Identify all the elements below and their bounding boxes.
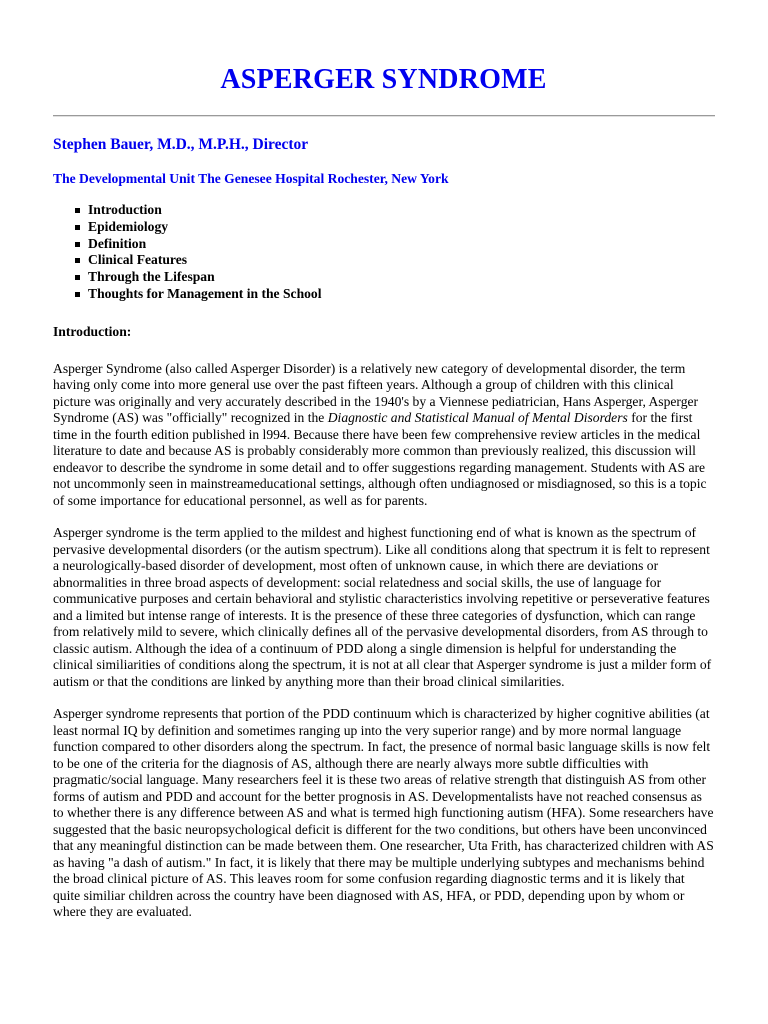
toc-item-thoughts-for-management[interactable] — [75, 286, 714, 303]
paragraph-2: Asperger syndrome is the term applied to the mildest and highest functioning end of what is known as the spectrum of pervasive developmental disorders (or the autism spectrum). Like all conditions along that spectrum it is felt to represent a neurologically-based disorder of development, most often of unknown cause, in which there are deviations or abnormalities in three broad aspects of development: social relatedness and social skills, the use of language for communicative purposes and certain behavioral and stylistic characteristics involving repetitive or perseverative features and a limited but intense range of interests. It is the presence of these three categories of dysfunction, which can range from relatively mild to severe, which clinically defines all of the pervasive developmental disorders, from AS through to classic autism. Although the idea of a continuum of PDD along a single dimension is helpful for understanding the clinical similiarities of conditions along the spectrum, it is not at all clear that Asperger syndrome is just a milder form of autism or that the conditions are linked by anything more than their broad clinical similarities. — [53, 525, 712, 689]
paragraph-1-text-start: Asperger Syndrome (also called Asperger Disorder) is a relatively new category of developmental disorder, the term having only come into more general use over the past fifteen years. Although a group of children with this clinical picture was originally and very accurately described in the 1940's by a Viennese pediatrician, Hans Asperger, Asperger Syndrome (AS) was "officially" recognized in the — [53, 360, 699, 426]
square-bullet-icon — [75, 258, 80, 263]
affiliation-line: The Developmental Unit The Genesee Hospital Rochester, New York — [53, 171, 449, 186]
toc-item-label: Introduction — [88, 202, 162, 217]
toc-item-label: Through the Lifespan — [88, 269, 215, 285]
paragraph-1-text-end: for the first time in the fourth edition published in l994. Because there have been few comprehensive review articles in the medical literature to date and because AS is probably considerably more common than previously realized, this discussion will endeavor to describe the syndrome in some detail and to offer suggestions regarding management. Students with AS are not uncommonly seen in mainstreameducational settings, although often undiagnosed or misdiagnosed, so this is a topic of some importance for educational personnel, as well as for parents. — [53, 410, 707, 508]
toc-item-definition[interactable] — [75, 236, 714, 253]
square-bullet-icon — [75, 208, 80, 213]
square-bullet-icon — [75, 242, 80, 247]
toc-item-label: Clinical Features — [88, 252, 188, 268]
section-heading-introduction: Introduction: — [53, 323, 132, 339]
toc-item-label: Epidemiology — [88, 218, 169, 234]
toc-item-introduction[interactable] — [75, 202, 714, 219]
toc-item-label: Thoughts for Management in the School — [88, 285, 322, 301]
paragraph-1 — [53, 361, 714, 510]
toc-item-through-the-lifespan[interactable] — [75, 269, 714, 286]
paragraph-3: Asperger syndrome represents that portion of the PDD continuum which is characterized by higher cognitive abilities (at least normal IQ by definition and sometimes ranging up into the very superior range) and by more normal language function compared to other disorders along the spectrum. In fact, the presence of normal basic language skills is now felt to be one of the criteria for the diagnosis of AS, although there are nearly always more subtle difficulties with pragmatic/social language. Many researchers feel it is these two areas of relative strength that distinguish AS from other forms of autism and PDD and account for the better prognosis in AS. Developmentalists have not reached consensus as to whether there is any difference between AS and what is termed high functioning autism (HFA). Some researchers have suggested that the basic neuropsychological deficit is different for the two conditions, but others have been unconvinced that any meaningful distinction can be made between them. One researcher, Uta Frith, has characterized children with AS as having "a dash of autism." In fact, it is likely that there may be multiple underlying subtypes and mechanisms behind the broad clinical picture of AS. This leaves room for some confusion regarding diagnostic terms and it is likely that quite similiar children across the country have been diagnosed with AS, HFA, or PDD, depending upon by whom or where they are evaluated. — [53, 706, 714, 920]
toc-item-clinical-features[interactable] — [75, 252, 714, 269]
paragraph-1-italic-title: Diagnostic and Statistical Manual of Mental Disorders — [327, 410, 628, 426]
toc-item-epidemiology[interactable] — [75, 219, 714, 236]
square-bullet-icon — [75, 292, 80, 297]
table-of-contents — [53, 202, 714, 303]
square-bullet-icon — [75, 275, 80, 280]
square-bullet-icon — [75, 225, 80, 230]
author-line: Stephen Bauer, M.D., M.P.H., Director — [53, 136, 309, 153]
horizontal-rule — [53, 115, 715, 117]
toc-item-label: Definition — [88, 235, 147, 251]
page-title: ASPERGER SYNDROME — [220, 64, 547, 95]
